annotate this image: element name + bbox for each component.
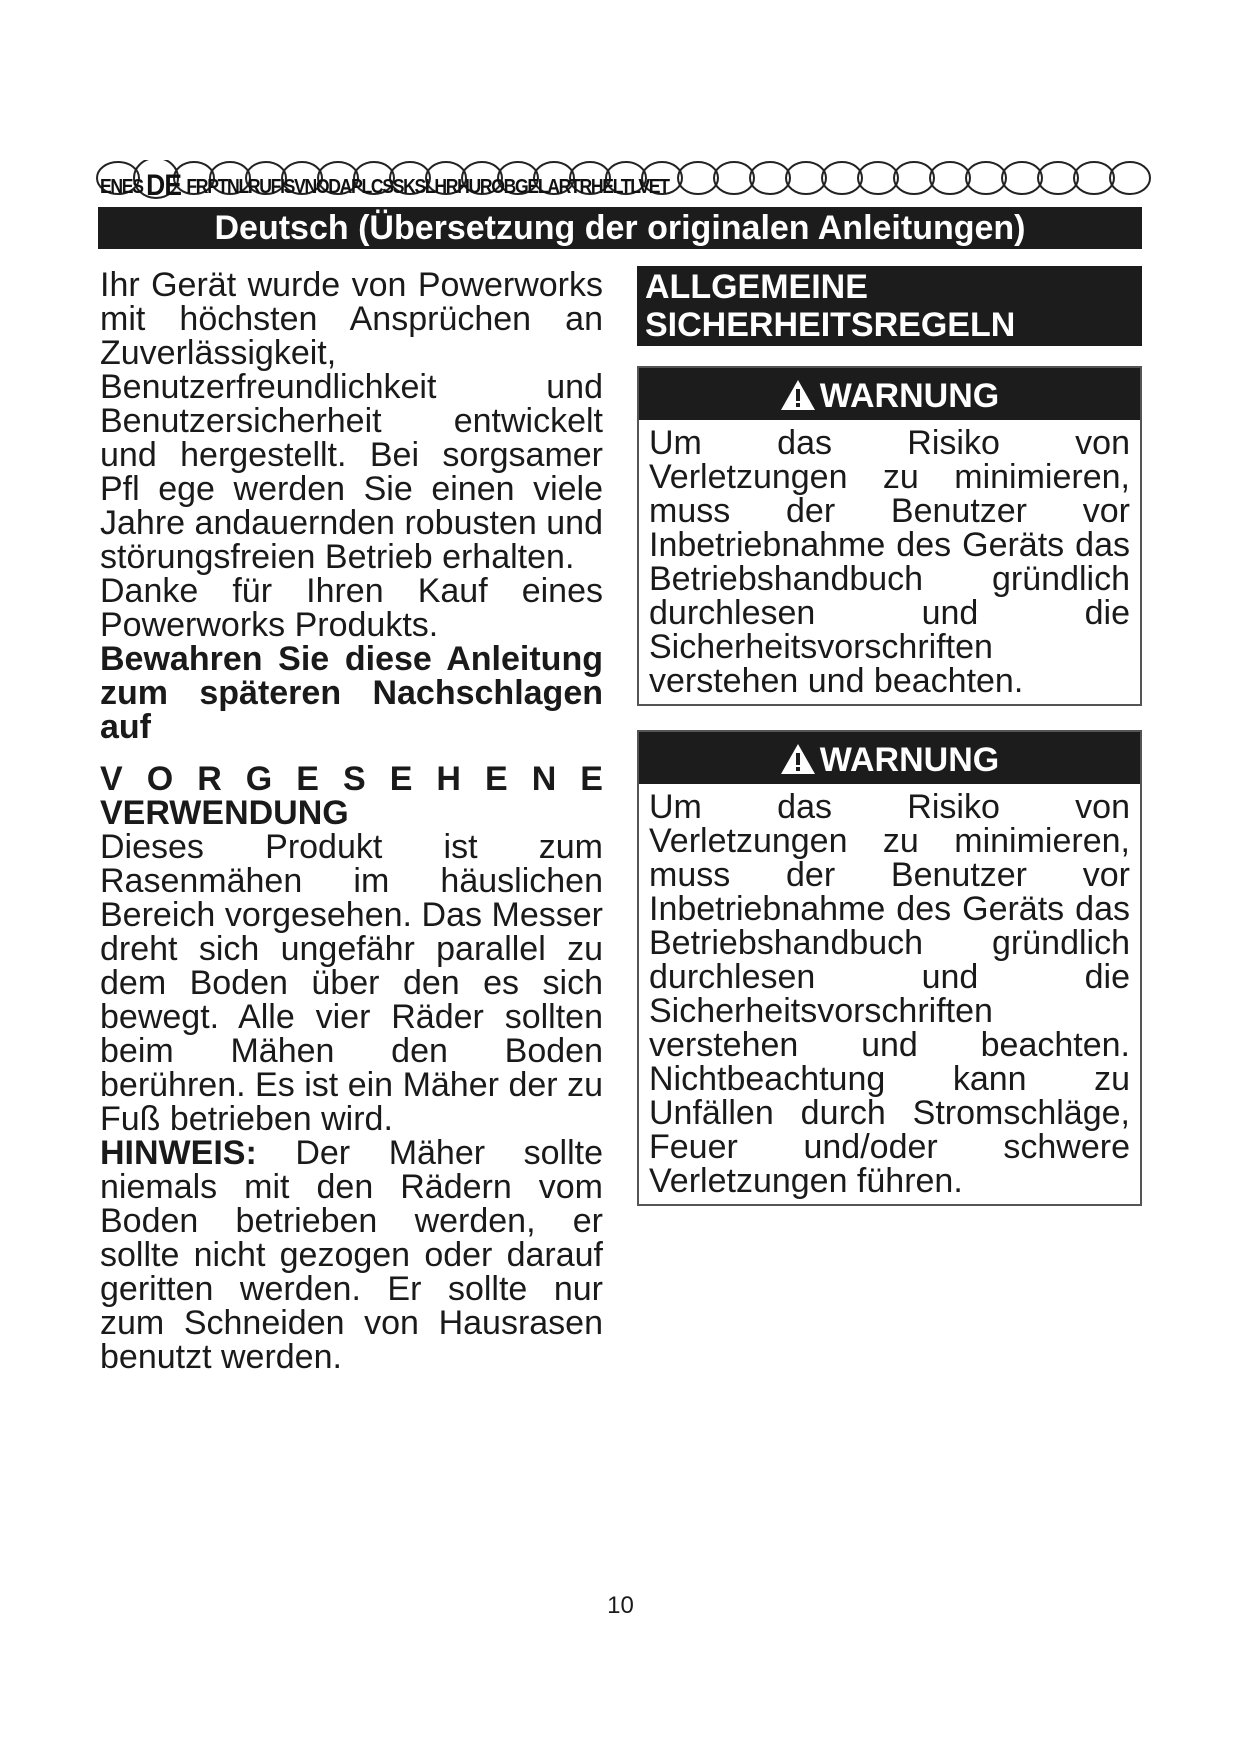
warning-box-1 bbox=[637, 366, 1142, 706]
safety-rules-heading bbox=[637, 266, 1142, 346]
warning-box-2 bbox=[637, 730, 1142, 1206]
safety-heading-line2: SICHERHEITSREGELN bbox=[645, 306, 1016, 344]
intended-use-heading-line1: V O R G E S E H E N E bbox=[100, 760, 603, 798]
intended-use-heading bbox=[100, 762, 603, 830]
keep-manual-notice: Bewahren Sie diese Anleitung zum späteren Nachschlagen auf bbox=[100, 640, 603, 746]
warning-label-2: WARNUNG bbox=[819, 741, 1000, 779]
warning-text-1: Um das Risiko von Verletzungen zu minimieren, muss der Benutzer vor Inbetriebnahme des Geräts das Betriebshandbuch gründlich durchlesen und die Sicherheitsvorschriften verstehen und beachten. bbox=[649, 424, 1130, 700]
intro-paragraph: Ihr Gerät wurde von Powerworks mit höchsten Ansprüchen an Zuverlässigkeit, Benutzerfreundlichkeit und Benutzersicherheit entwickelt und hergestellt. Bei sorgsamer Pfl ege werden Sie einen viele Jahre andauernden robusten und störungsfreien Betrieb erhalten. bbox=[100, 266, 603, 576]
thanks-paragraph: Danke für Ihren Kauf eines Powerworks Produkts. bbox=[100, 572, 603, 644]
language-codes bbox=[100, 167, 669, 201]
page-title: Deutsch (Übersetzung der originalen Anleitungen) bbox=[98, 207, 1142, 249]
warning-header-2 bbox=[639, 732, 1140, 784]
intended-use-body: Dieses Produkt ist zum Rasenmähen im häuslichen Bereich vorgesehen. Das Messer dreht sich ungefähr parallel zu dem Boden über den es sich bewegt. Alle vier Räder sollten beim Mähen den Boden berühren. Es ist ein Mäher der zu Fuß betrieben wird. bbox=[100, 828, 603, 1138]
note-text: Der Mäher sollte niemals mit den Rädern vom Boden betrieben werden, er sollte nicht gezogen oder darauf geritten werden. Er sollte nur zum Schneiden von Hausrasen benutzt werden. bbox=[100, 1134, 603, 1376]
note-label: HINWEIS: bbox=[100, 1134, 257, 1172]
warning-header-1 bbox=[639, 368, 1140, 420]
page-number: 10 bbox=[607, 1592, 634, 1619]
note-paragraph bbox=[100, 1136, 603, 1374]
intended-use-heading-line2: VERWENDUNG bbox=[100, 794, 349, 832]
right-column bbox=[637, 266, 1142, 1206]
language-selector bbox=[96, 160, 1156, 200]
warning-triangle-icon bbox=[780, 743, 816, 775]
language-codes-after: FRPTNLRUFISVNODAPLCSSKSLHRHUROBGELARTRHELTLVET bbox=[186, 176, 669, 198]
warning-triangle-icon bbox=[780, 379, 816, 411]
language-codes-before: ENES bbox=[100, 176, 143, 198]
warning-label-1: WARNUNG bbox=[819, 377, 1000, 415]
warning-text-2: Um das Risiko von Verletzungen zu minimieren, muss der Benutzer vor Inbetriebnahme des Geräts das Betriebshandbuch gründlich durchlesen und die Sicherheitsvorschriften verstehen und beachten. Nichtbeachtung kann zu Unfällen durch Stromschläge, Feuer und/oder schwere Verletzungen führen. bbox=[649, 788, 1130, 1200]
left-column bbox=[100, 268, 603, 1374]
safety-heading-line1: ALLGEMEINE bbox=[645, 268, 868, 306]
language-active: DE bbox=[146, 169, 182, 202]
